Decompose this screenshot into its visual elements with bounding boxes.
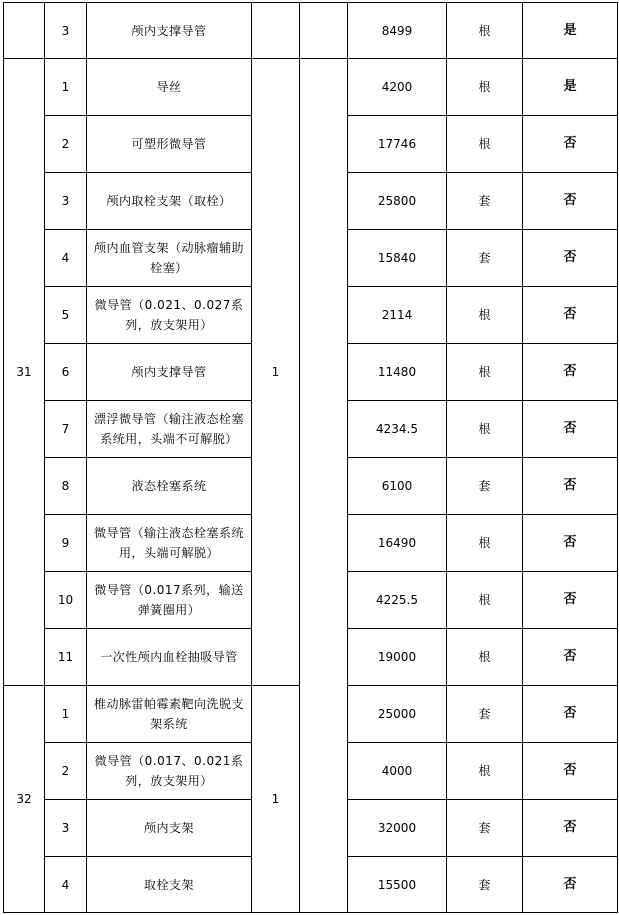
price-cell: 16490	[348, 515, 447, 572]
table-row	[4, 3, 618, 59]
flag-cell: 否	[523, 857, 618, 913]
unit-cell: 根	[447, 3, 523, 59]
flag-cell: 否	[523, 287, 618, 344]
seq-cell: 11	[45, 629, 87, 686]
unit-cell: 根	[447, 572, 523, 629]
unit-cell: 套	[447, 857, 523, 913]
flag-cell: 否	[523, 800, 618, 857]
quantity-cell: 1	[252, 59, 300, 686]
flag-cell: 否	[523, 743, 618, 800]
seq-cell: 6	[45, 344, 87, 401]
seq-cell: 2	[45, 743, 87, 800]
item-name-cell: 可塑形微导管	[87, 116, 252, 173]
price-cell: 4200	[348, 59, 447, 116]
group-number-cell: 32	[4, 686, 45, 913]
item-name-cell: 椎动脉雷帕霉素靶向洗脱支架系统	[87, 686, 252, 743]
item-name-cell: 漂浮微导管（输注液态栓塞系统用，头端不可解脱）	[87, 401, 252, 458]
unit-cell: 根	[447, 401, 523, 458]
flag-cell: 否	[523, 401, 618, 458]
unit-cell: 套	[447, 230, 523, 287]
item-name-cell: 颅内支撑导管	[87, 3, 252, 59]
price-cell: 11480	[348, 344, 447, 401]
flag-cell: 否	[523, 116, 618, 173]
seq-cell: 3	[45, 800, 87, 857]
unit-cell: 套	[447, 458, 523, 515]
blank-cell	[300, 3, 348, 59]
unit-cell: 根	[447, 287, 523, 344]
price-cell: 4225.5	[348, 572, 447, 629]
price-cell: 2114	[348, 287, 447, 344]
flag-cell: 否	[523, 629, 618, 686]
item-name-cell: 微导管（0.021、0.027系列，放支架用）	[87, 287, 252, 344]
price-cell: 8499	[348, 3, 447, 59]
unit-cell: 根	[447, 743, 523, 800]
unit-cell: 根	[447, 344, 523, 401]
flag-cell: 是	[523, 3, 618, 59]
price-cell: 25800	[348, 173, 447, 230]
seq-cell: 4	[45, 230, 87, 287]
table-row	[4, 59, 618, 116]
unit-cell: 套	[447, 173, 523, 230]
price-cell: 15840	[348, 230, 447, 287]
seq-cell: 5	[45, 287, 87, 344]
unit-cell: 套	[447, 800, 523, 857]
seq-cell: 8	[45, 458, 87, 515]
seq-cell: 4	[45, 857, 87, 913]
seq-cell: 1	[45, 59, 87, 116]
item-name-cell: 液态栓塞系统	[87, 458, 252, 515]
item-name-cell: 一次性颅内血栓抽吸导管	[87, 629, 252, 686]
flag-cell: 否	[523, 230, 618, 287]
unit-cell: 根	[447, 116, 523, 173]
flag-cell: 否	[523, 686, 618, 743]
seq-cell: 3	[45, 173, 87, 230]
unit-cell: 根	[447, 59, 523, 116]
price-cell: 19000	[348, 629, 447, 686]
seq-cell: 2	[45, 116, 87, 173]
item-name-cell: 颅内支撑导管	[87, 344, 252, 401]
item-name-cell: 取栓支架	[87, 857, 252, 913]
flag-cell: 否	[523, 458, 618, 515]
price-cell: 15500	[348, 857, 447, 913]
price-cell: 25000	[348, 686, 447, 743]
item-name-cell: 导丝	[87, 59, 252, 116]
quantity-cell	[252, 3, 300, 59]
quantity-cell: 1	[252, 686, 300, 913]
price-cell: 6100	[348, 458, 447, 515]
price-cell: 4234.5	[348, 401, 447, 458]
flag-cell: 否	[523, 572, 618, 629]
procurement-table	[3, 2, 618, 913]
flag-cell: 否	[523, 344, 618, 401]
item-name-cell: 微导管（0.017系列，输送弹簧圈用）	[87, 572, 252, 629]
seq-cell: 10	[45, 572, 87, 629]
item-name-cell: 微导管（0.017、0.021系列，放支架用）	[87, 743, 252, 800]
item-name-cell: 微导管（输注液态栓塞系统用，头端可解脱）	[87, 515, 252, 572]
unit-cell: 套	[447, 686, 523, 743]
flag-cell: 否	[523, 515, 618, 572]
seq-cell: 9	[45, 515, 87, 572]
group-number-cell: 31	[4, 59, 45, 686]
price-cell: 4000	[348, 743, 447, 800]
flag-cell: 否	[523, 173, 618, 230]
item-name-cell: 颅内支架	[87, 800, 252, 857]
flag-cell: 是	[523, 59, 618, 116]
seq-cell: 1	[45, 686, 87, 743]
item-name-cell: 颅内血管支架（动脉瘤辅助栓塞）	[87, 230, 252, 287]
price-cell: 17746	[348, 116, 447, 173]
price-cell: 32000	[348, 800, 447, 857]
group-number-cell	[4, 3, 45, 59]
blank-cell	[300, 59, 348, 913]
unit-cell: 根	[447, 515, 523, 572]
unit-cell: 根	[447, 629, 523, 686]
seq-cell: 3	[45, 3, 87, 59]
seq-cell: 7	[45, 401, 87, 458]
item-name-cell: 颅内取栓支架（取栓）	[87, 173, 252, 230]
